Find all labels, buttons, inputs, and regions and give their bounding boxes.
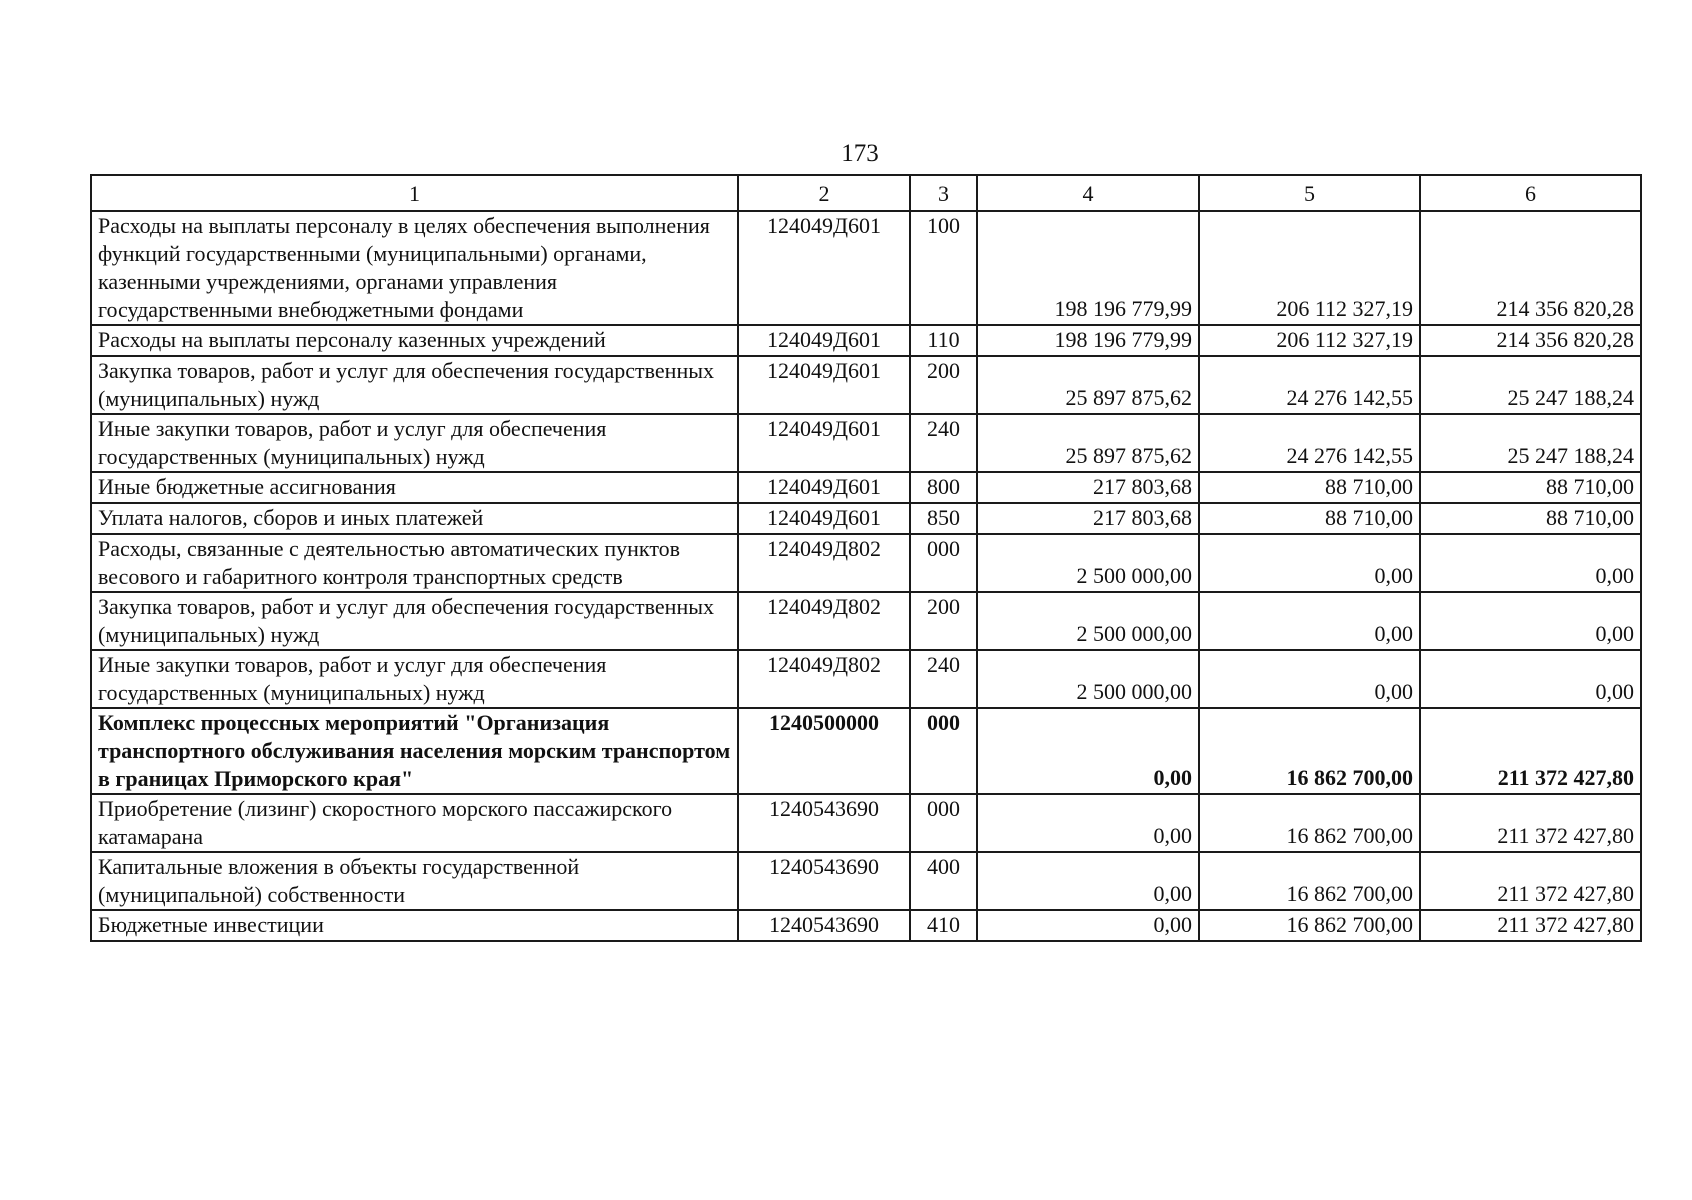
row-value-col4-cell: 25 897 875,62 (977, 356, 1199, 414)
row-expense-type-cell: 240 (910, 650, 977, 708)
row-code-cell: 124049Д802 (738, 650, 910, 708)
row-value-col5-cell: 206 112 327,19 (1199, 211, 1420, 325)
row-value-col6-cell: 211 372 427,80 (1420, 910, 1641, 941)
row-value-col5-cell: 206 112 327,19 (1199, 325, 1420, 356)
row-value-col5-cell: 0,00 (1199, 592, 1420, 650)
row-name-cell: Капитальные вложения в объекты государственной (муниципальной) собственности (91, 852, 738, 910)
row-expense-type-cell: 240 (910, 414, 977, 472)
row-value-col4-cell: 217 803,68 (977, 503, 1199, 534)
row-value-col5-cell: 16 862 700,00 (1199, 852, 1420, 910)
column-header: 4 (977, 175, 1199, 211)
row-expense-type-cell: 110 (910, 325, 977, 356)
row-code-cell: 124049Д802 (738, 592, 910, 650)
row-value-col6-cell: 88 710,00 (1420, 472, 1641, 503)
row-code-cell: 124049Д601 (738, 414, 910, 472)
row-value-col6-cell: 211 372 427,80 (1420, 708, 1641, 794)
row-value-col4-cell: 2 500 000,00 (977, 650, 1199, 708)
row-expense-type-cell: 000 (910, 708, 977, 794)
row-value-col6-cell: 211 372 427,80 (1420, 852, 1641, 910)
row-code-cell: 1240500000 (738, 708, 910, 794)
row-name-cell: Иные закупки товаров, работ и услуг для обеспечения государственных (муниципальных) нужд (91, 414, 738, 472)
row-value-col5-cell: 88 710,00 (1199, 503, 1420, 534)
row-name-cell: Расходы на выплаты персоналу в целях обеспечения выполнения функций государственными (муниципальными) органами, казенными учреждениями, органами управления государственными внебюджетными фондами (91, 211, 738, 325)
row-name-cell: Закупка товаров, работ и услуг для обеспечения государственных (муниципальных) нужд (91, 592, 738, 650)
column-header: 1 (91, 175, 738, 211)
row-name-cell: Расходы, связанные с деятельностью автоматических пунктов весового и габаритного контроля транспортных средств (91, 534, 738, 592)
row-value-col5-cell: 24 276 142,55 (1199, 414, 1420, 472)
table-row (91, 592, 1641, 650)
row-code-cell: 124049Д802 (738, 534, 910, 592)
table-row (91, 794, 1641, 852)
row-value-col5-cell: 0,00 (1199, 534, 1420, 592)
table-row (91, 503, 1641, 534)
column-header: 3 (910, 175, 977, 211)
row-code-cell: 1240543690 (738, 910, 910, 941)
row-value-col4-cell: 0,00 (977, 794, 1199, 852)
row-expense-type-cell: 800 (910, 472, 977, 503)
row-name-cell: Бюджетные инвестиции (91, 910, 738, 941)
table-row (91, 534, 1641, 592)
column-header: 5 (1199, 175, 1420, 211)
row-value-col4-cell: 2 500 000,00 (977, 534, 1199, 592)
row-name-cell: Комплекс процессных мероприятий "Организация транспортного обслуживания населения морским транспортом в границах Приморского края" (91, 708, 738, 794)
row-value-col4-cell: 0,00 (977, 708, 1199, 794)
row-value-col4-cell: 0,00 (977, 910, 1199, 941)
row-value-col5-cell: 16 862 700,00 (1199, 910, 1420, 941)
table-row (91, 708, 1641, 794)
row-code-cell: 124049Д601 (738, 503, 910, 534)
row-expense-type-cell: 400 (910, 852, 977, 910)
column-header: 2 (738, 175, 910, 211)
table-row (91, 356, 1641, 414)
row-value-col5-cell: 16 862 700,00 (1199, 794, 1420, 852)
row-value-col4-cell: 198 196 779,99 (977, 325, 1199, 356)
row-code-cell: 124049Д601 (738, 472, 910, 503)
row-name-cell: Закупка товаров, работ и услуг для обеспечения государственных (муниципальных) нужд (91, 356, 738, 414)
row-value-col6-cell: 211 372 427,80 (1420, 794, 1641, 852)
row-value-col4-cell: 2 500 000,00 (977, 592, 1199, 650)
table-row (91, 325, 1641, 356)
row-value-col4-cell: 198 196 779,99 (977, 211, 1199, 325)
row-value-col6-cell: 0,00 (1420, 650, 1641, 708)
row-code-cell: 1240543690 (738, 852, 910, 910)
row-value-col6-cell: 214 356 820,28 (1420, 325, 1641, 356)
row-name-cell: Иные бюджетные ассигнования (91, 472, 738, 503)
row-name-cell: Приобретение (лизинг) скоростного морского пассажирского катамарана (91, 794, 738, 852)
row-value-col4-cell: 25 897 875,62 (977, 414, 1199, 472)
table-header-row (91, 175, 1641, 211)
row-value-col5-cell: 0,00 (1199, 650, 1420, 708)
row-value-col6-cell: 0,00 (1420, 592, 1641, 650)
table-row (91, 414, 1641, 472)
row-value-col6-cell: 25 247 188,24 (1420, 356, 1641, 414)
budget-table (90, 174, 1642, 942)
row-expense-type-cell: 000 (910, 534, 977, 592)
row-expense-type-cell: 850 (910, 503, 977, 534)
row-code-cell: 124049Д601 (738, 211, 910, 325)
row-code-cell: 124049Д601 (738, 356, 910, 414)
row-name-cell: Уплата налогов, сборов и иных платежей (91, 503, 738, 534)
table-row (91, 650, 1641, 708)
row-value-col6-cell: 88 710,00 (1420, 503, 1641, 534)
row-expense-type-cell: 410 (910, 910, 977, 941)
row-value-col5-cell: 88 710,00 (1199, 472, 1420, 503)
row-value-col6-cell: 0,00 (1420, 534, 1641, 592)
table-row (91, 910, 1641, 941)
row-expense-type-cell: 000 (910, 794, 977, 852)
row-expense-type-cell: 200 (910, 356, 977, 414)
row-expense-type-cell: 200 (910, 592, 977, 650)
table-row (91, 472, 1641, 503)
row-name-cell: Расходы на выплаты персоналу казенных учреждений (91, 325, 738, 356)
table-row (91, 852, 1641, 910)
table-row (91, 211, 1641, 325)
row-value-col4-cell: 217 803,68 (977, 472, 1199, 503)
row-value-col5-cell: 16 862 700,00 (1199, 708, 1420, 794)
row-name-cell: Иные закупки товаров, работ и услуг для обеспечения государственных (муниципальных) нужд (91, 650, 738, 708)
row-code-cell: 1240543690 (738, 794, 910, 852)
page-number: 173 (841, 140, 879, 167)
row-value-col4-cell: 0,00 (977, 852, 1199, 910)
row-expense-type-cell: 100 (910, 211, 977, 325)
row-value-col6-cell: 25 247 188,24 (1420, 414, 1641, 472)
column-header: 6 (1420, 175, 1641, 211)
row-value-col6-cell: 214 356 820,28 (1420, 211, 1641, 325)
row-code-cell: 124049Д601 (738, 325, 910, 356)
row-value-col5-cell: 24 276 142,55 (1199, 356, 1420, 414)
